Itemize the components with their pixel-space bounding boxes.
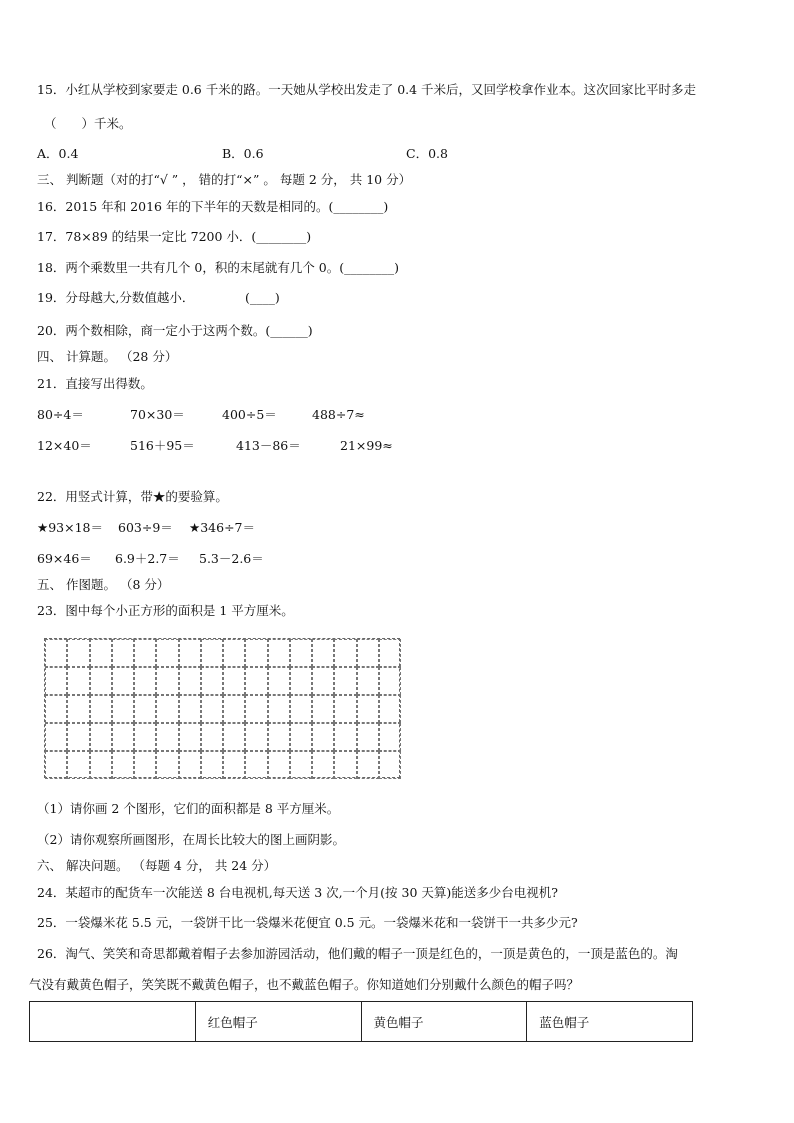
grid-cell xyxy=(90,667,112,695)
grid-cell xyxy=(179,639,201,667)
q24: 24．某超市的配货车一次能送 8 台电视机,每天送 3 次,一个月(按 30 天算)能送多少台电视机? xyxy=(37,885,558,900)
grid-cell xyxy=(45,667,67,695)
grid-cell xyxy=(90,695,112,723)
grid-cell xyxy=(112,723,134,751)
q21-title: 21．直接写出得数。 xyxy=(37,376,153,391)
grid-cell xyxy=(245,695,267,723)
grid-cell xyxy=(334,695,356,723)
grid-cell xyxy=(268,667,290,695)
section-5-heading: 五、 作图题。 （8 分） xyxy=(37,577,170,592)
q22-item: ★346÷7＝ xyxy=(189,520,255,535)
q22-item: 603÷9＝ xyxy=(118,520,173,535)
table-header-red-hat: 红色帽子 xyxy=(195,1002,361,1042)
grid-cell xyxy=(67,695,89,723)
grid-cell xyxy=(379,639,401,667)
grid-cell xyxy=(379,667,401,695)
q22-item: ★93×18＝ xyxy=(37,520,103,535)
grid-cell xyxy=(268,695,290,723)
grid-cell xyxy=(245,751,267,779)
grid-cell xyxy=(290,639,312,667)
q22-item: 69×46＝ xyxy=(37,551,92,566)
q22-item: 6.9＋2.7＝ xyxy=(115,551,180,566)
grid-cell xyxy=(156,695,178,723)
q25: 25．一袋爆米花 5.5 元，一袋饼干比一袋爆米花便宜 0.5 元。一袋爆米花和一袋饼干一共多少元? xyxy=(37,915,578,930)
q21-item: 400÷5＝ xyxy=(222,407,277,422)
grid-cell xyxy=(67,639,89,667)
q21-item: 21×99≈ xyxy=(340,438,393,453)
q21-item: 413－86＝ xyxy=(236,438,301,453)
grid-cell xyxy=(179,751,201,779)
grid-cell xyxy=(223,751,245,779)
grid-cell xyxy=(357,667,379,695)
table-header-yellow-hat: 黄色帽子 xyxy=(361,1002,527,1042)
grid-cell xyxy=(312,723,334,751)
q26-line2: 气没有戴黄色帽子，笑笑既不戴黄色帽子，也不戴蓝色帽子。你知道她们分别戴什么颜色的帽子吗？ xyxy=(29,977,580,992)
grid-cell xyxy=(90,723,112,751)
grid-cell xyxy=(268,751,290,779)
grid-cell xyxy=(134,751,156,779)
grid-cell xyxy=(245,667,267,695)
grid-cell xyxy=(112,639,134,667)
grid-cell xyxy=(245,723,267,751)
q21-item: 70×30＝ xyxy=(130,407,185,422)
grid-cell xyxy=(45,695,67,723)
grid-cell xyxy=(45,751,67,779)
grid-cell xyxy=(156,667,178,695)
grid-cell xyxy=(67,751,89,779)
grid-cell xyxy=(268,723,290,751)
grid-cell xyxy=(245,639,267,667)
grid-cell xyxy=(290,667,312,695)
grid-cell xyxy=(334,667,356,695)
q23-sub2: （2）请你观察所画图形，在周长比较大的图上画阴影。 xyxy=(37,832,345,847)
grid-cell xyxy=(201,695,223,723)
grid-cell xyxy=(379,695,401,723)
grid-cell xyxy=(379,723,401,751)
q21-item: 12×40＝ xyxy=(37,438,92,453)
grid-cell xyxy=(134,639,156,667)
grid-cell xyxy=(179,723,201,751)
q23-title: 23．图中每个小正方形的面积是 1 平方厘米。 xyxy=(37,603,294,618)
grid-cell xyxy=(357,723,379,751)
q22-title: 22．用竖式计算，带★的要验算。 xyxy=(37,489,228,504)
q19-blank: (____) xyxy=(245,290,280,305)
grid-cell xyxy=(357,751,379,779)
grid-cell xyxy=(156,751,178,779)
grid-cell xyxy=(112,667,134,695)
q21-item: 516＋95＝ xyxy=(130,438,195,453)
table-header-blue-hat: 蓝色帽子 xyxy=(527,1002,693,1042)
grid-cell xyxy=(290,695,312,723)
grid-cell xyxy=(223,667,245,695)
grid-cell xyxy=(201,639,223,667)
grid-cell xyxy=(357,695,379,723)
q16: 16．2015 年和 2016 年的下半年的天数是相同的。(________) xyxy=(37,199,389,214)
grid-cell xyxy=(201,723,223,751)
q15-option-c: C．0.8 xyxy=(406,146,448,161)
grid-cell xyxy=(67,723,89,751)
q15-option-a: A．0.4 xyxy=(37,146,79,161)
q17: 17．78×89 的结果一定比 7200 小．(________) xyxy=(37,229,312,244)
grid-cell xyxy=(357,639,379,667)
grid-cell xyxy=(134,723,156,751)
section-4-heading: 四、 计算题。 （28 分） xyxy=(37,349,178,364)
section-3-heading: 三、 判断题（对的打“√ ” ， 错的打“×” 。 每题 2 分， 共 10 分） xyxy=(37,172,412,187)
grid-cell xyxy=(334,639,356,667)
q19: 19．分母越大,分数值越小． xyxy=(37,290,195,305)
q20: 20．两个数相除，商一定小于这两个数。(______) xyxy=(37,323,313,338)
grid-cell xyxy=(179,695,201,723)
q22-item: 5.3－2.6＝ xyxy=(199,551,264,566)
grid-cell xyxy=(223,639,245,667)
grid-cell xyxy=(112,695,134,723)
grid-cell xyxy=(112,751,134,779)
q21-item: 488÷7≈ xyxy=(312,407,365,422)
grid-cell xyxy=(45,639,67,667)
section-6-heading: 六、 解决问题。 （每题 4 分， 共 24 分） xyxy=(37,858,277,873)
grid-cell xyxy=(334,723,356,751)
grid-cell xyxy=(312,751,334,779)
grid-cell xyxy=(290,751,312,779)
q15-line1: 15．小红从学校到家要走 0.6 千米的路。一天她从学校出发走了 0.4 千米后，又回学校拿作业本。这次回家比平时多走 xyxy=(37,82,697,97)
q23-sub1: （1）请你画 2 个图形，它们的面积都是 8 平方厘米。 xyxy=(37,801,340,816)
grid-cell xyxy=(268,639,290,667)
grid-cell xyxy=(90,639,112,667)
q18: 18．两个乘数里一共有几个 0，积的末尾就有几个 0。(________) xyxy=(37,260,400,275)
grid-cell xyxy=(312,695,334,723)
q21-item: 80÷4＝ xyxy=(37,407,84,422)
grid-cell xyxy=(90,751,112,779)
grid-cell xyxy=(156,639,178,667)
grid-cell xyxy=(134,695,156,723)
grid-cell xyxy=(312,667,334,695)
grid-cell xyxy=(134,667,156,695)
grid-cell xyxy=(201,751,223,779)
grid-cell xyxy=(201,667,223,695)
q26-line1: 26．淘气、笑笑和奇思都戴着帽子去参加游园活动，他们戴的帽子一顶是红色的，一顶是黄色的，一顶是蓝色的。淘 xyxy=(37,946,678,961)
grid-cell xyxy=(223,723,245,751)
q15-line2: （ ）千米。 xyxy=(44,116,132,131)
grid-cell xyxy=(312,639,334,667)
square-grid xyxy=(44,638,400,778)
grid-cell xyxy=(179,667,201,695)
grid-cell xyxy=(223,695,245,723)
grid-cell xyxy=(290,723,312,751)
q15-option-b: B．0.6 xyxy=(222,146,264,161)
hat-color-table xyxy=(29,1001,693,1042)
grid-cell xyxy=(379,751,401,779)
grid-cell xyxy=(45,723,67,751)
table-cell-blank[interactable] xyxy=(30,1002,196,1042)
grid-cell xyxy=(67,667,89,695)
grid-cell xyxy=(156,723,178,751)
grid-cell xyxy=(334,751,356,779)
